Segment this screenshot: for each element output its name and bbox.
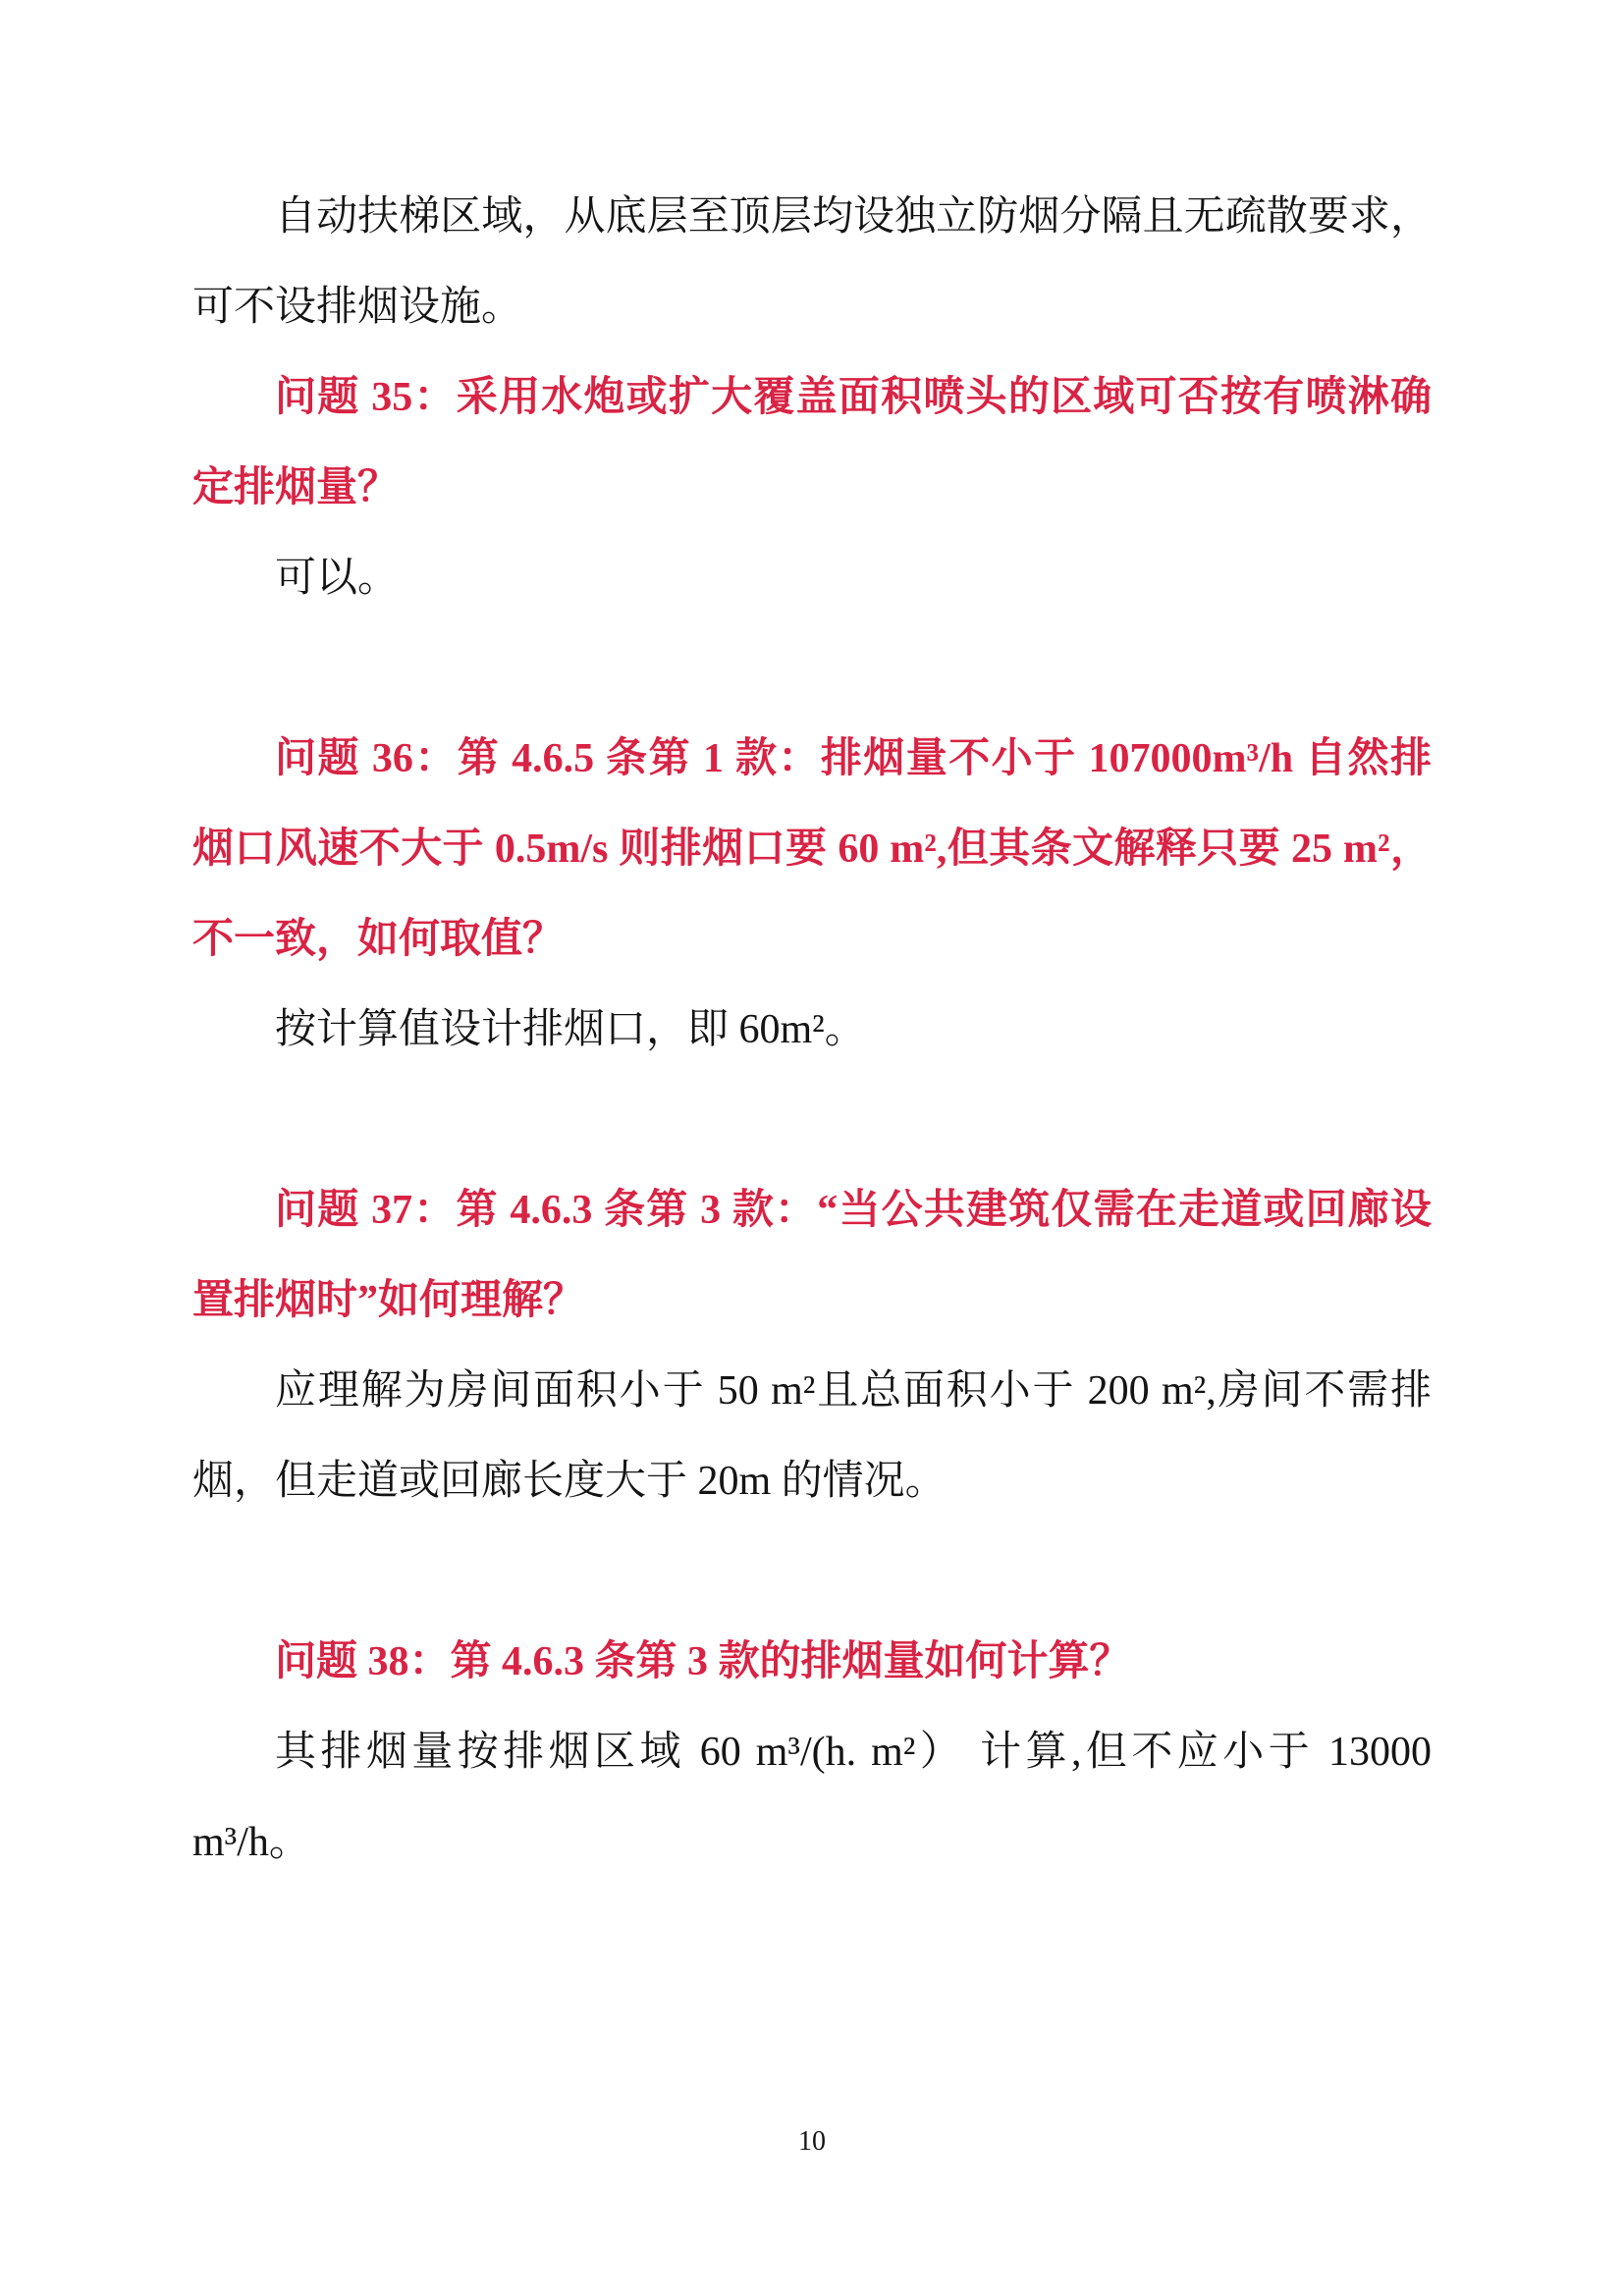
paragraph-spacer <box>192 1075 1432 1165</box>
answer-paragraph: 应理解为房间面积小于 50 m²且总面积小于 200 m²,房间不需排烟，但走道或回廊长度大于 20m 的情况。 <box>192 1368 1432 1504</box>
paragraph-spacer <box>192 623 1432 714</box>
answer-paragraph: 其排烟量按排烟区域 60 m³/(h. m²） 计算,但不应小于 13000 m³/h。 <box>192 1730 1432 1865</box>
page-number: 10 <box>798 2126 826 2157</box>
answer-paragraph: 自动扶梯区域，从底层至顶层均设独立防烟分隔且无疏散要求，可不设排烟设施。 <box>192 194 1432 330</box>
question-paragraph: 问题 35：采用水炮或扩大覆盖面积喷头的区域可否按有喷淋确定排烟量？ <box>192 375 1432 510</box>
question-paragraph: 问题 36：第 4.6.5 条第 1 款：排烟量不小于 107000m³/h 自然排烟口风速不大于 0.5m/s 则排烟口要 60 m²,但其条文解释只要 25 m²，不一致，如何取值？ <box>192 736 1432 962</box>
document-body <box>192 172 1432 1888</box>
paragraph-spacer <box>192 1526 1432 1617</box>
question-paragraph: 问题 37：第 4.6.3 条第 3 款：“当公共建筑仅需在走道或回廊设置排烟时”如何理解？ <box>192 1188 1432 1323</box>
answer-paragraph: 可以。 <box>275 556 400 601</box>
question-paragraph: 问题 38：第 4.6.3 条第 3 款的排烟量如何计算？ <box>275 1639 1131 1684</box>
answer-paragraph: 按计算值设计排烟口，即 60m²。 <box>275 1007 866 1052</box>
